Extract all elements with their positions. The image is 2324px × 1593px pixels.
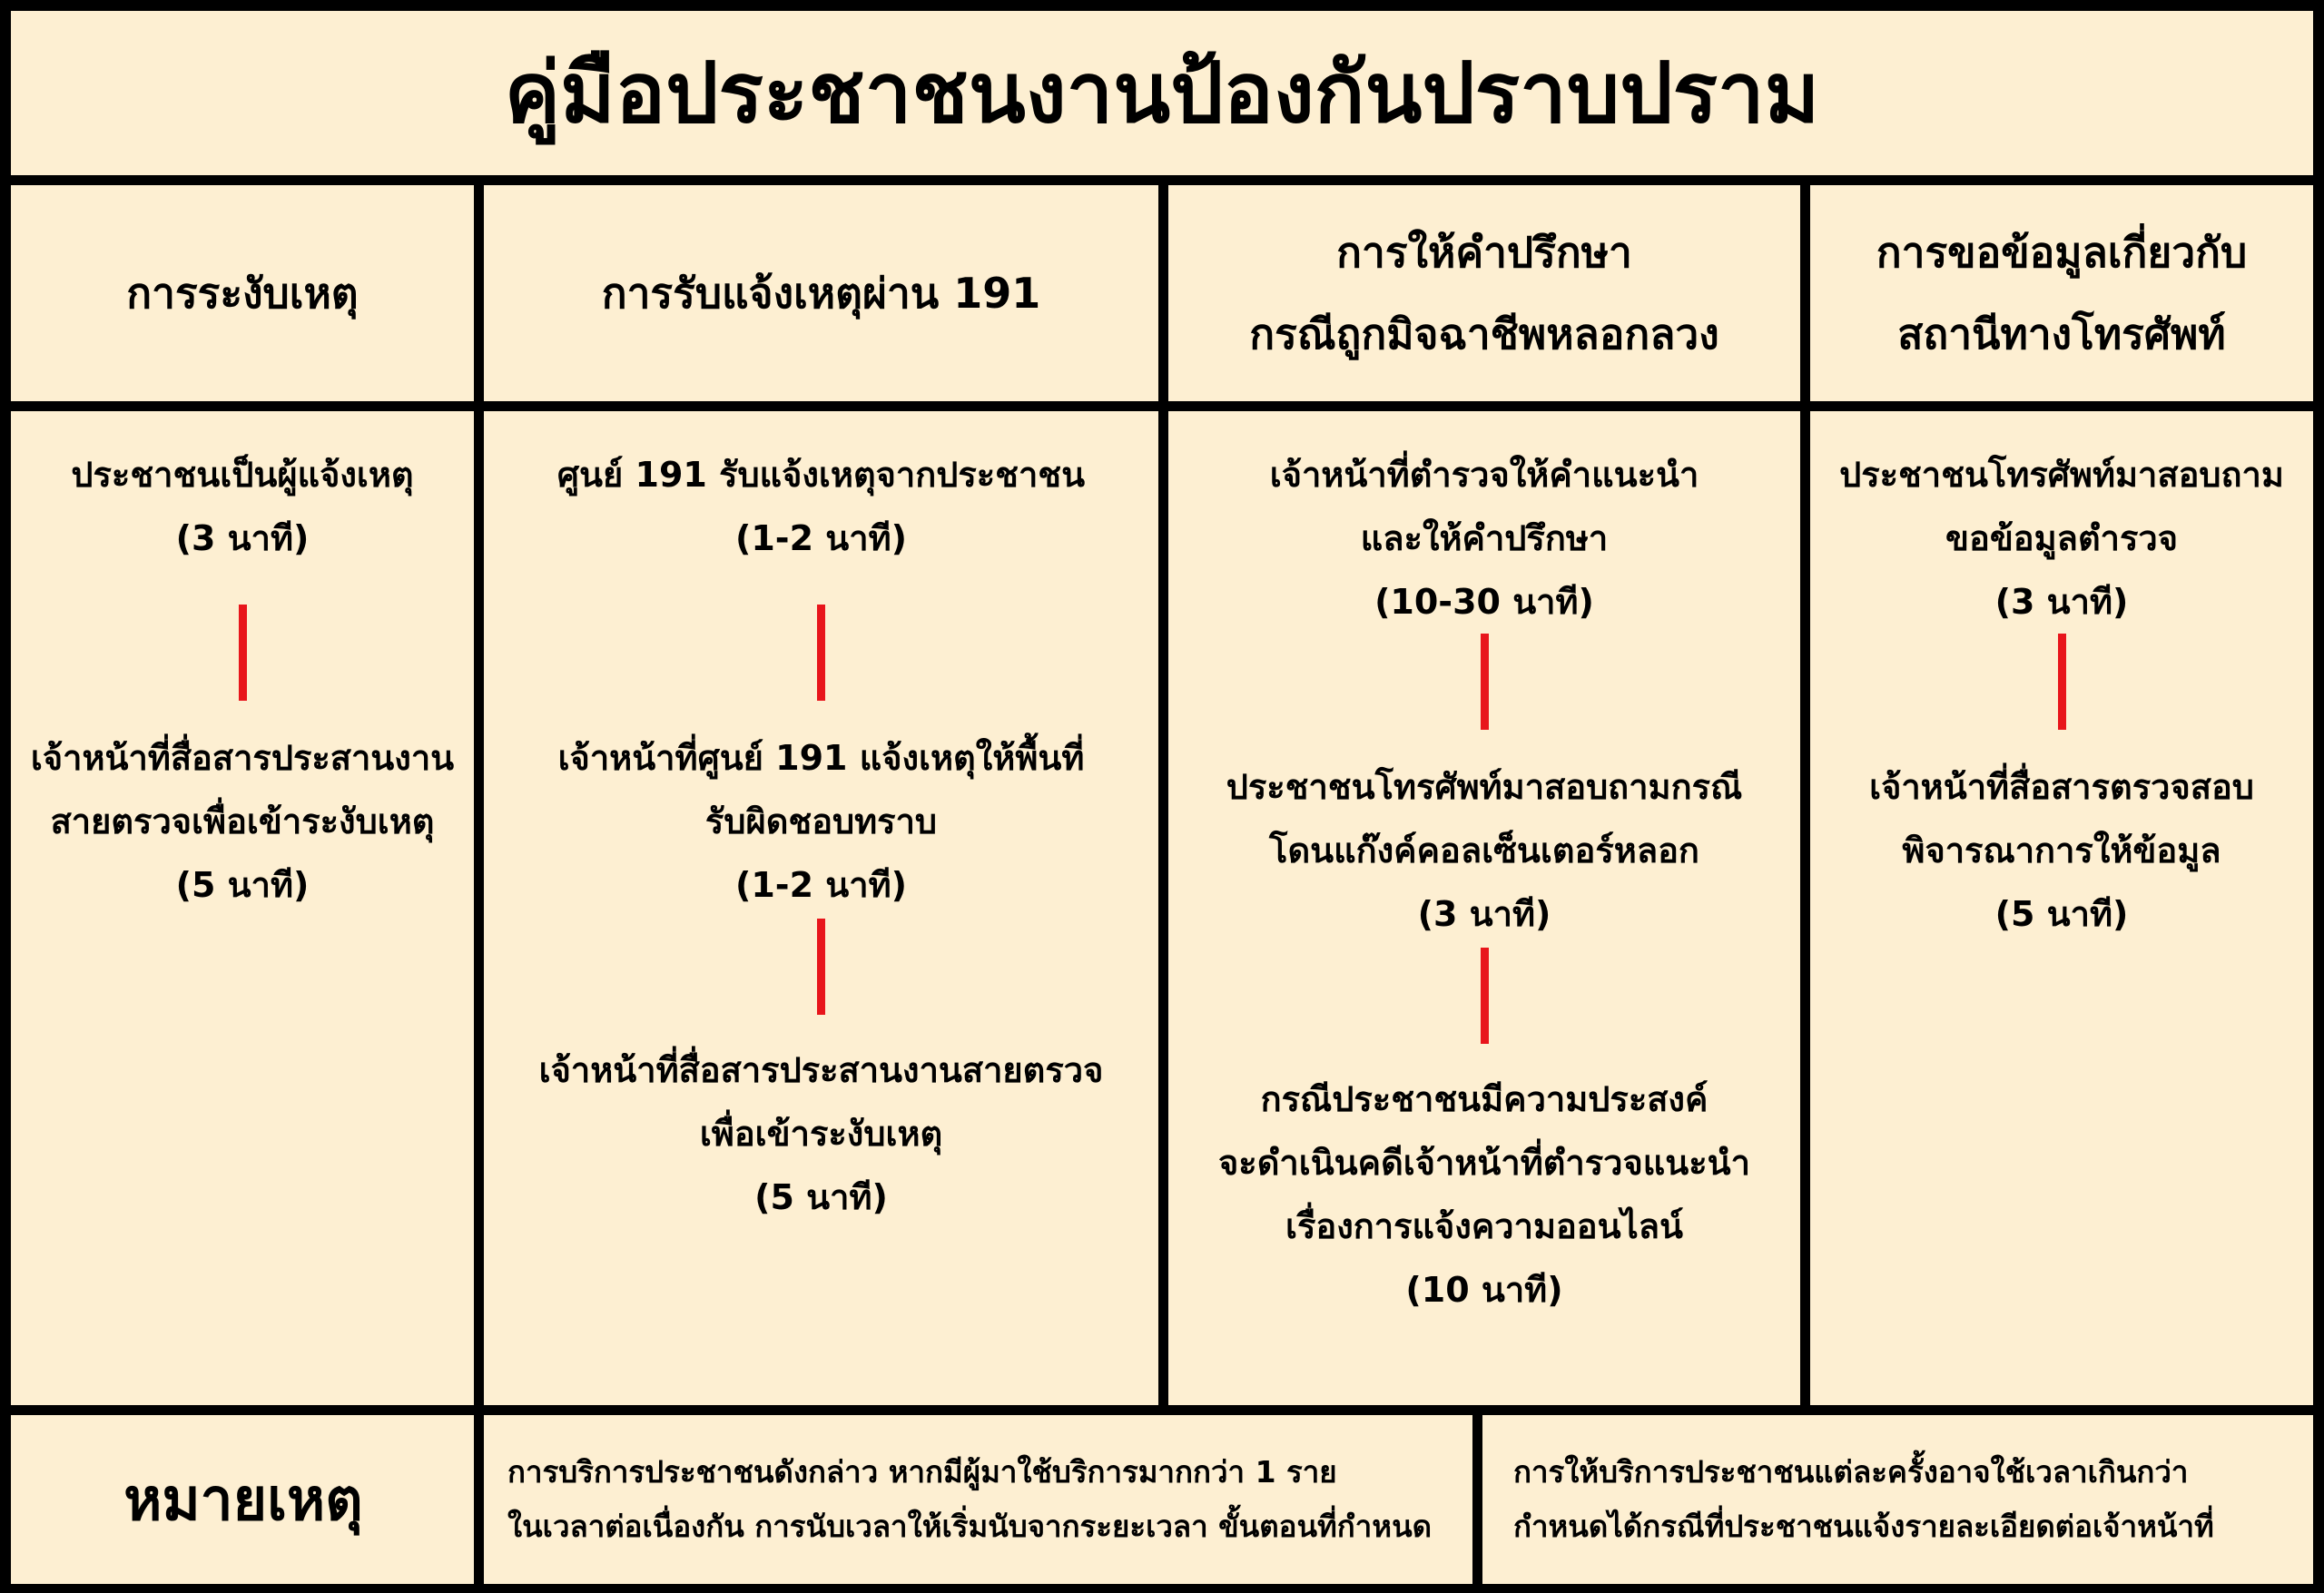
column-body-consultation (1168, 408, 1800, 1407)
column-header-191 (484, 182, 1158, 404)
note-label: หมายเหตุ (123, 1467, 363, 1534)
process-step (558, 726, 1085, 917)
process-step (539, 1038, 1104, 1229)
note-line: ในเวลาต่อเนื่องกัน การนับเวลาให้เริ่มนับจากระยะเวลา ขั้นตอนที่กำหนด (507, 1509, 1433, 1544)
step-duration: (3 นาที) (1994, 582, 2129, 622)
step-text: เจ้าหน้าที่ตำรวจให้คำแนะนำ (1269, 455, 1699, 495)
step-duration: (10 นาที) (1405, 1270, 1563, 1310)
step-duration: (3 นาที) (175, 518, 310, 558)
process-step (1839, 443, 2284, 634)
step-connector (239, 605, 247, 701)
step-text: ศูนย์ 191 รับแจ้งเหตุจากประชาชน (556, 455, 1086, 495)
process-step (1270, 443, 1699, 634)
step-connector (817, 605, 825, 701)
step-text: เจ้าหน้าที่สื่อสารประสานงานสายตรวจ (538, 1050, 1104, 1090)
step-text: ประชาชนโทรศัพท์มาสอบถาม (1839, 455, 2284, 495)
step-text: รับผิดชอบทราบ (704, 801, 938, 841)
column-header-line: สถานีทางโทรศัพท์ (1897, 309, 2226, 359)
column-header-phone-info (1810, 182, 2313, 404)
note-line: การบริการประชาชนดังกล่าว หากมีผู้มาใช้บริการมากกว่า 1 ราย (507, 1454, 1337, 1490)
step-duration: (3 นาที) (1417, 894, 1551, 934)
step-text: ประชาชนเป็นผู้แจ้งเหตุ (71, 455, 414, 495)
column-header-suppression (11, 182, 474, 404)
step-text: เจ้าหน้าที่สื่อสารตรวจสอบ (1869, 767, 2254, 807)
step-duration: (5 นาที) (1994, 894, 2129, 934)
step-text: ขอข้อมูลตำรวจ (1945, 518, 2178, 558)
step-duration: (1-2 นาที) (735, 518, 907, 558)
step-text: ประชาชนโทรศัพท์มาสอบถามกรณี (1226, 767, 1743, 807)
process-step (31, 726, 454, 917)
step-text: จะดำเนินคดีเจ้าหน้าที่ตำรวจแนะนำ (1218, 1143, 1750, 1183)
page-title: คู่มือประชาชนงานป้องกันปราบปราม (504, 44, 1820, 142)
step-duration: (10-30 นาที) (1374, 582, 1594, 622)
column-header-line: การขอข้อมูลเกี่ยวกับ (1876, 227, 2248, 277)
divider-col-2 (1158, 175, 1168, 1411)
divider-col-1 (474, 175, 484, 1593)
step-connector (1481, 948, 1489, 1044)
column-body-191 (484, 408, 1158, 1407)
note-right (1482, 1416, 2313, 1583)
process-step (1869, 755, 2254, 946)
step-connector (1481, 634, 1489, 730)
step-text: เรื่องการแจ้งความออนไลน์ (1285, 1206, 1683, 1246)
border-left (0, 0, 11, 1593)
column-header-line: การให้คำปรึกษา (1336, 227, 1632, 277)
process-step (71, 443, 413, 570)
step-duration: (5 นาที) (175, 865, 310, 905)
step-text: พิจารณาการให้ข้อมูล (1902, 831, 2221, 870)
step-text: กรณีประชาชนมีความประสงค์ (1260, 1079, 1709, 1119)
step-text: เจ้าหน้าที่ศูนย์ 191 แจ้งเหตุให้พื้นที่ (557, 738, 1085, 778)
column-header-line: การระงับเหตุ (126, 268, 359, 318)
step-text: โดนแก๊งค์คอลเซ็นเตอร์หลอก (1269, 831, 1699, 870)
step-text: เจ้าหน้าที่สื่อสารประสานงาน (30, 738, 455, 778)
border-top (0, 0, 2324, 11)
process-step (1218, 1067, 1750, 1322)
step-duration: (1-2 นาที) (735, 865, 907, 905)
step-text: และให้คำปรึกษา (1360, 518, 1609, 558)
column-body-phone-info (1810, 408, 2313, 1407)
column-header-line: กรณีถูกมิจฉาชีพหลอกลวง (1249, 309, 1719, 359)
step-connector (817, 919, 825, 1015)
process-step (1226, 755, 1743, 946)
step-text: สายตรวจเพื่อเข้าระงับเหตุ (50, 801, 435, 841)
step-duration: (5 นาที) (754, 1177, 888, 1217)
process-step (557, 443, 1085, 570)
step-connector (2058, 634, 2066, 730)
column-header-consultation (1168, 182, 1800, 404)
divider-note-cols (1472, 1405, 1482, 1593)
border-right (2313, 0, 2324, 1593)
column-body-suppression (11, 408, 474, 1407)
note-left (484, 1416, 1472, 1583)
note-line: กำหนดได้กรณีที่ประชาชนแจ้งรายละเอียดต่อเจ้าหน้าที่ (1513, 1509, 2214, 1544)
divider-col-3 (1800, 175, 1810, 1411)
border-bottom (0, 1584, 2324, 1593)
column-header-line: การรับแจ้งเหตุผ่าน 191 (601, 268, 1041, 318)
note-line: การให้บริการประชาชนแต่ละครั้งอาจใช้เวลาเกินกว่า (1513, 1454, 2189, 1490)
step-text: เพื่อเข้าระงับเหตุ (699, 1114, 943, 1154)
